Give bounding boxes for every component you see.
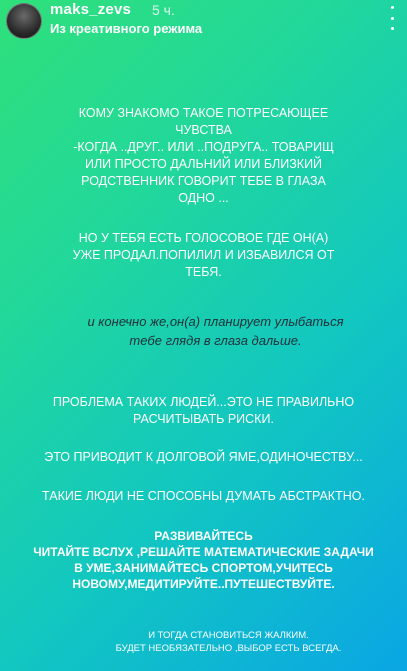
story-text-line: тебе глядя в глаза дальше.	[129, 333, 302, 348]
dot-icon	[391, 27, 394, 30]
story-text-block-1	[0, 105, 407, 207]
story-text-block-8	[25, 629, 407, 655]
creative-mode-label[interactable]: Из креативного режима	[50, 21, 203, 36]
story-text-line: КОМУ ЗНАКОМО ТАКОЕ ПОТРЕСАЮЩЕЕ	[78, 106, 329, 120]
dot-icon	[391, 17, 394, 20]
story-italic-block	[12, 312, 407, 350]
story-text-line: -КОГДА ..ДРУГ.. ИЛИ ..ПОДРУГА.. ТОВАРИЩ	[73, 140, 334, 154]
story-text-block-2	[0, 230, 407, 281]
story-text-line: БУДЕТ НЕОБЯЗАТЕЛЬНО ,ВЫБОР ЕСТЬ ВСЕГДА.	[115, 643, 342, 654]
story-text-block-4	[0, 394, 407, 428]
story-text-line: УЖЕ ПРОДАЛ.ПОПИЛИЛ И ИЗБАВИЛСЯ ОТ	[72, 248, 335, 262]
story-text-line: В УМЕ,ЗАНИМАЙТЕСЬ СПОРТОМ,УЧИТЕСЬ	[74, 561, 333, 575]
story-text-line: ЭТО ПРИВОДИТ К ДОЛГОВОЙ ЯМЕ,ОДИНОЧЕСТВУ...	[44, 450, 363, 464]
story-text-line: ОДНО ...	[178, 191, 229, 205]
story-text-line: ПРОБЛЕМА ТАКИХ ЛЮДЕЙ...ЭТО НЕ ПРАВИЛЬНО	[52, 395, 355, 409]
story-text-line: ТЕБЯ.	[185, 265, 222, 279]
more-options-icon[interactable]	[385, 6, 399, 30]
story-text-line: ЧИТАЙТЕ ВСЛУХ ,РЕШАЙТЕ МАТЕМАТИЧЕСКИЕ ЗАДАЧИ	[33, 545, 374, 559]
story-text-line: и конечно же,он(а) планирует улыбаться	[87, 314, 344, 329]
story-header	[0, 0, 407, 46]
avatar[interactable]	[6, 3, 42, 39]
story-text-line: ЧУВСТВА	[175, 123, 232, 137]
story-text-block-7	[0, 528, 407, 592]
story-text-line: ТАКИЕ ЛЮДИ НЕ СПОСОБНЫ ДУМАТЬ АБСТРАКТНО.	[42, 489, 365, 503]
story-text-line: РАЗВИВАЙТЕСЬ	[154, 529, 253, 543]
story-text-line: И ТОГДА СТАНОВИТЬСЯ ЖАЛКИМ.	[148, 630, 309, 641]
story-text-block-5	[0, 449, 407, 466]
post-time: 5 ч.	[152, 2, 175, 18]
username[interactable]: maks_zevs	[50, 1, 132, 18]
story-text-line: ИЛИ ПРОСТО ДАЛЬНИЙ ИЛИ БЛИЗКИЙ	[84, 157, 323, 171]
story-text-line: НО У ТЕБЯ ЕСТЬ ГОЛОСОВОЕ ГДЕ ОН(А)	[78, 231, 329, 245]
story-text-line: РОДСТВЕННИК ГОВОРИТ ТЕБЕ В ГЛАЗА	[81, 174, 326, 188]
dot-icon	[391, 6, 394, 9]
story-text-line: НОВОМУ,МЕДИТИРУЙТЕ..ПУТЕШЕСТВУЙТЕ.	[72, 577, 335, 591]
story-text-line: РАСЧИТЫВАТЬ РИСКИ.	[133, 412, 274, 426]
story-text-block-6	[0, 488, 407, 505]
